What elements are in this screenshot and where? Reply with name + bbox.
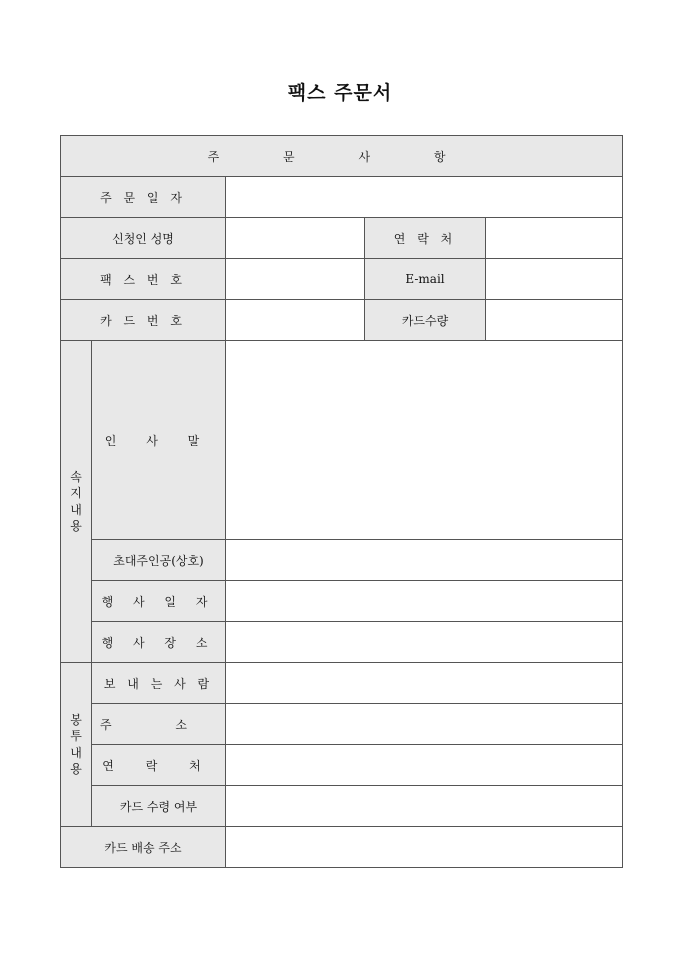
form-header	[61, 136, 623, 177]
delivery-address-field[interactable]	[226, 827, 623, 868]
address-row	[61, 704, 623, 745]
envelope-section-label	[61, 663, 92, 827]
event-date-row	[61, 581, 623, 622]
applicant-name-label: 신청인 성명	[61, 218, 226, 259]
card-quantity-label: 카드수량	[365, 300, 486, 341]
delivery-row	[61, 827, 623, 868]
address-label: 주 소	[92, 704, 226, 745]
fax-number-label: 팩 스 번 호	[61, 259, 226, 300]
inner-section-label	[61, 341, 92, 663]
delivery-address-label: 카드 배송 주소	[61, 827, 226, 868]
contact-field[interactable]	[486, 218, 623, 259]
sender-field[interactable]	[226, 663, 623, 704]
card-number-label: 카 드 번 호	[61, 300, 226, 341]
order-date-row	[61, 177, 623, 218]
card-number-field[interactable]	[226, 300, 365, 341]
event-date-label: 행 사 일 자	[92, 581, 226, 622]
envelope-contact-row	[61, 745, 623, 786]
page-title: 팩스 주문서	[287, 82, 393, 104]
applicant-row	[61, 218, 623, 259]
host-row	[61, 540, 623, 581]
event-place-field[interactable]	[226, 622, 623, 663]
greeting-row	[61, 341, 623, 540]
receipt-label: 카드 수령 여부	[92, 786, 226, 827]
sender-label: 보 내 는 사 람	[92, 663, 226, 704]
host-field[interactable]	[226, 540, 623, 581]
order-date-field[interactable]	[226, 177, 623, 218]
card-quantity-field[interactable]	[486, 300, 623, 341]
email-label: E-mail	[365, 259, 486, 300]
fax-row	[61, 259, 623, 300]
event-place-row	[61, 622, 623, 663]
event-date-field[interactable]	[226, 581, 623, 622]
inner-section-text: 속지내용	[70, 470, 82, 533]
fax-number-field[interactable]	[226, 259, 365, 300]
applicant-name-field[interactable]	[226, 218, 365, 259]
contact-label: 연 락 처	[365, 218, 486, 259]
envelope-contact-label: 연 락 처	[92, 745, 226, 786]
receipt-field[interactable]	[226, 786, 623, 827]
envelope-section-text: 봉투내용	[70, 713, 82, 776]
email-field[interactable]	[486, 259, 623, 300]
card-row	[61, 300, 623, 341]
greeting-field[interactable]	[226, 341, 623, 540]
host-label: 초대주인공(상호)	[92, 540, 226, 581]
address-field[interactable]	[226, 704, 623, 745]
event-place-label: 행 사 장 소	[92, 622, 226, 663]
receipt-row	[61, 786, 623, 827]
envelope-contact-field[interactable]	[226, 745, 623, 786]
order-date-label: 주 문 일 자	[61, 177, 226, 218]
form-header-text: 주 문 사 항	[207, 149, 476, 164]
greeting-label: 인 사 말	[92, 341, 226, 540]
form-header-row	[61, 136, 623, 177]
sender-row	[61, 663, 623, 704]
order-form-table	[60, 135, 623, 868]
